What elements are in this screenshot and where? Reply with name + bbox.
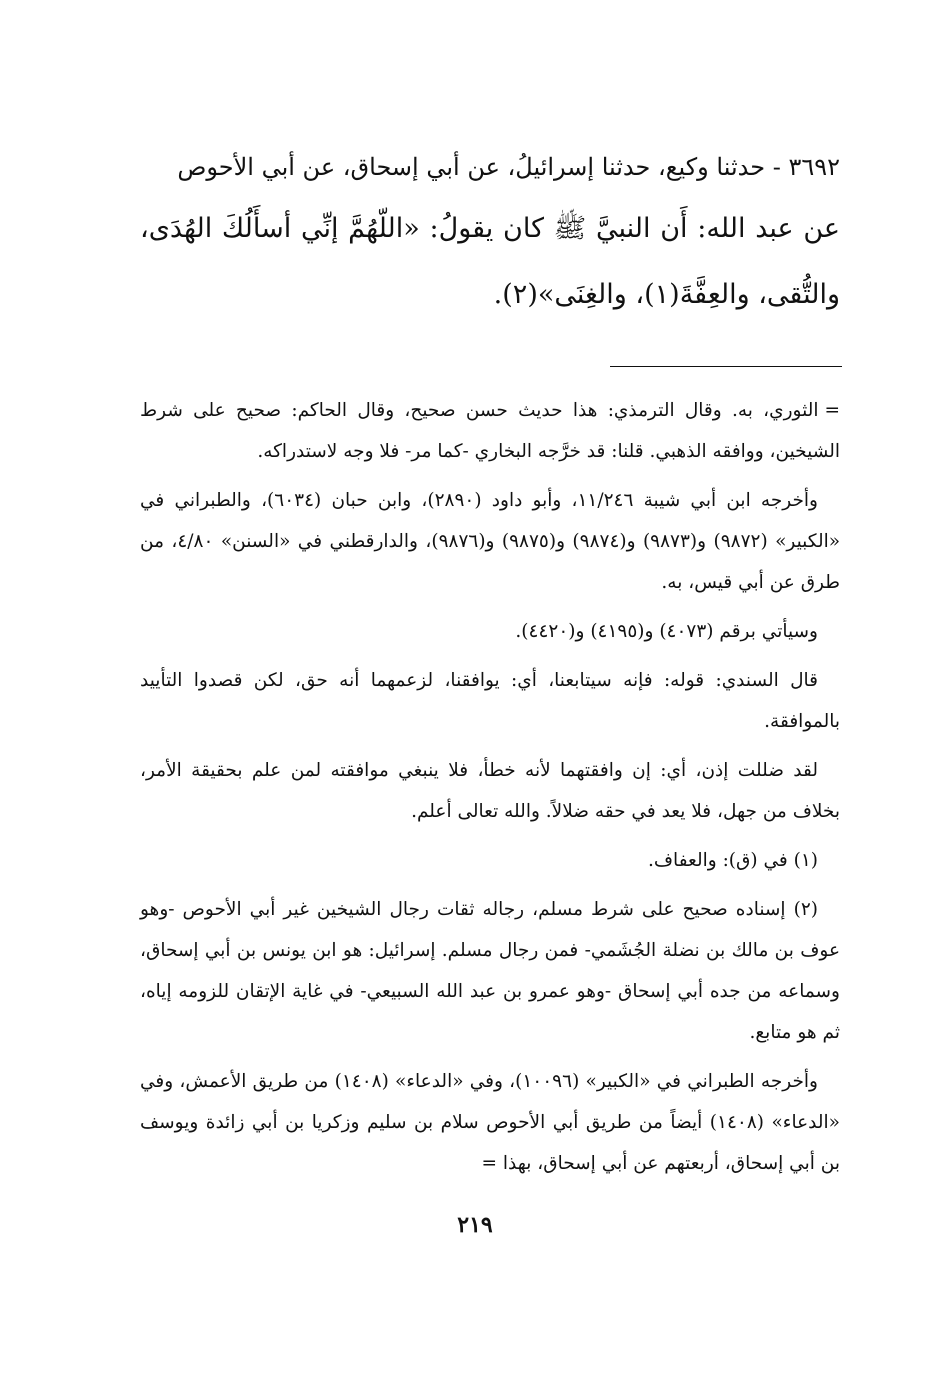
footnote-2: (٢) إسناده صحيح على شرط مسلم، رجاله ثقات رجال الشيخين غير أبي الأحوص -وهو عوف بن مالك بن نضلة الجُشَمي- فمن رجال مسلم. إسرائيل: هو ابن يونس بن أبي إسحاق، وسماعه من جده أبي إسحاق -وهو عمرو بن عبد الله السبيعي- في غاية الإتقان للزومه إياه، ثم هو متابع. [140,899,840,1043]
footnote-paragraph: قال السندي: قوله: فإنه سيتابعنا، أي: يوافقنا، لزعمهما أنه حق، لكن قصدوا التأييد بالموافقة. [140,670,840,732]
footnote-paragraph: =الثوري، به. وقال الترمذي: هذا حديث حسن صحيح، وقال الحاكم: صحيح على شرط الشيخين، ووافقه الذهبي. قلنا: قد خرَّجه البخاري -كما مر- فلا وجه لاستدراكه. [140,400,840,462]
page-number: ٢١٩ [457,1212,493,1238]
footnotes [140,390,840,1192]
continuation-mark: = [481,1153,497,1174]
hadith-text [140,142,840,328]
continuation-mark: = [824,400,840,421]
hadith-matn: عن عبد الله: أَن النبيَّ ﷺ كان يقولُ: «اللّهُمَّ إنِّي أسأَلُكَ الهُدَى، والتُّقى، والعِفَّةَ(١)، والغِنَى»(٢). [140,213,840,310]
footnote-paragraph: وأخرجه ابن أبي شيبة ١١/٢٤٦، وأبو داود (٢٨٩٠)، وابن حبان (٦٠٣٤)، والطبراني في «الكبير» (٩٨٧٢) و(٩٨٧٣) و(٩٨٧٤) و(٩٨٧٥) و(٩٨٧٦)، والدارقطني في «السنن» ٤/٨٠، من طرق عن أبي قيس، به. [140,490,841,593]
footnote-paragraph: لقد ضللت إذن، أي: إن وافقتهما لأنه خطأ، فلا ينبغي موافقته لمن علم بحقيقة الأمر، بخلاف من جهل، فلا يعد في حقه ضلالاً. والله تعالى أعلم. [140,760,840,822]
footnote-paragraph: وسيأتي برقم (٤٠٧٣) و(٤١٩٥) و(٤٤٢٠). [515,621,818,642]
footnote-paragraph: وأخرجه الطبراني في «الكبير» (١٠٠٩٦)، وفي «الدعاء» (١٤٠٨) من طريق الأعمش، وفي «الدعاء» (١٤٠٨) أيضاً من طريق أبي الأحوص سلام بن سليم وزكريا بن أبي زائدة ويوسف بن أبي إسحاق، أربعتهم عن أبي إسحاق، بهذا = [140,1071,840,1174]
footnote-1: (١) في (ق): والعفاف. [648,850,818,871]
footnote-separator [610,366,842,367]
hadith-isnad: ٣٦٩٢ - حدثنا وكيع، حدثنا إسرائيلُ، عن أبي إسحاق، عن أبي الأحوص [177,153,840,181]
